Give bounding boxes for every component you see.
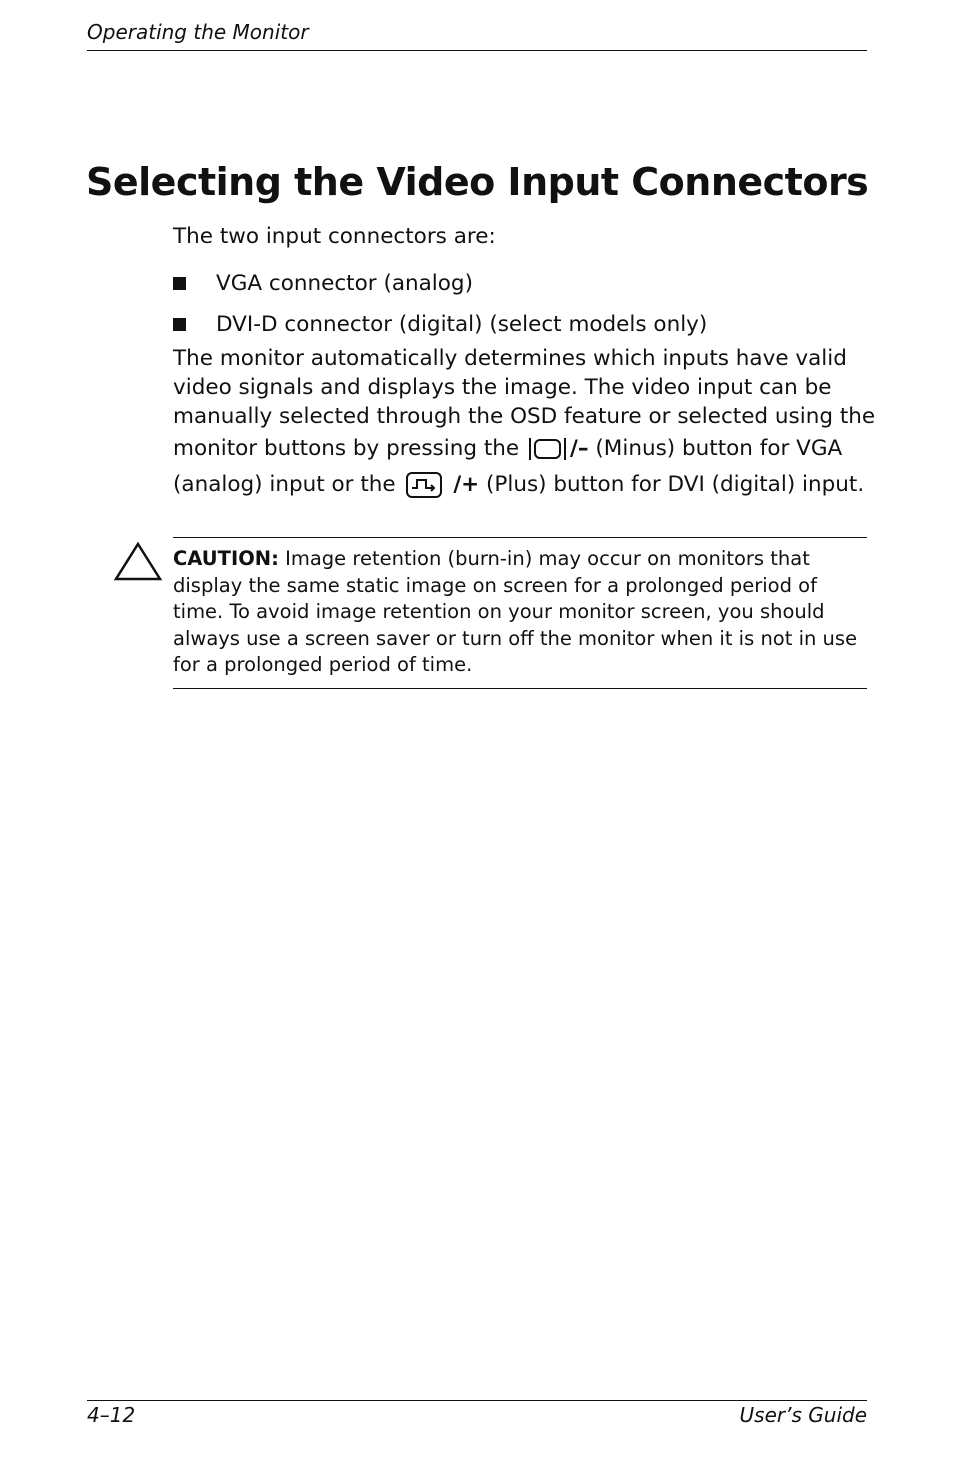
caution-label: CAUTION: (173, 547, 279, 570)
body-paragraph (173, 344, 876, 503)
paragraph-line (173, 467, 863, 503)
caution-divider-bottom (173, 688, 867, 689)
paragraph-line: The monitor automatically determines which inputs have valid (173, 346, 847, 371)
paragraph-line: manually selected through the OSD feature or selected using the (173, 404, 876, 429)
list-item (173, 263, 707, 304)
paragraph-fragment: (Plus) button for DVI (digital) input. (486, 472, 865, 497)
caution-line: for a prolonged period of time. (173, 653, 473, 676)
page-title: Selecting the Video Input Connectors (86, 160, 869, 204)
intro-text: The two input connectors are: (173, 224, 496, 249)
list-item-text: VGA connector (analog) (216, 271, 473, 296)
footer-divider (87, 1400, 867, 1401)
page-number: 4–12 (87, 1403, 136, 1427)
caution-text: Image retention (burn-in) may occur on monitors that (285, 547, 810, 570)
paragraph-line: video signals and displays the image. The video input can be (173, 375, 832, 400)
list-item-text: DVI-D connector (digital) (select models only) (216, 312, 708, 337)
input-source-icon (404, 470, 444, 500)
caution-triangle-icon (113, 541, 163, 583)
caution-line: display the same static image on screen for a prolonged period of (173, 573, 817, 597)
guide-name: User’s Guide (739, 1403, 867, 1427)
paragraph-fragment: (Minus) button for VGA (595, 436, 843, 461)
paragraph-line (173, 431, 863, 467)
paragraph-fragment: (analog) input or the (173, 472, 396, 497)
caution-line: always use a screen saver or turn off the monitor when it is not in use (173, 626, 858, 650)
caution-line: time. To avoid image retention on your monitor screen, you should (173, 600, 825, 623)
paragraph-fragment: monitor buttons by pressing the (173, 436, 520, 461)
caution-line (173, 546, 823, 573)
running-head: Operating the Monitor (87, 20, 309, 44)
bullet-square-icon (173, 318, 186, 331)
minus-button-symbol: /– (569, 436, 589, 461)
caution-box (173, 546, 858, 679)
monitor-screen-icon (528, 436, 568, 462)
caution-divider-top (173, 537, 867, 538)
list-item (173, 304, 707, 345)
header-divider (87, 50, 867, 51)
connector-list (173, 263, 707, 345)
plus-button-symbol: /+ (453, 472, 480, 497)
bullet-square-icon (173, 277, 186, 290)
